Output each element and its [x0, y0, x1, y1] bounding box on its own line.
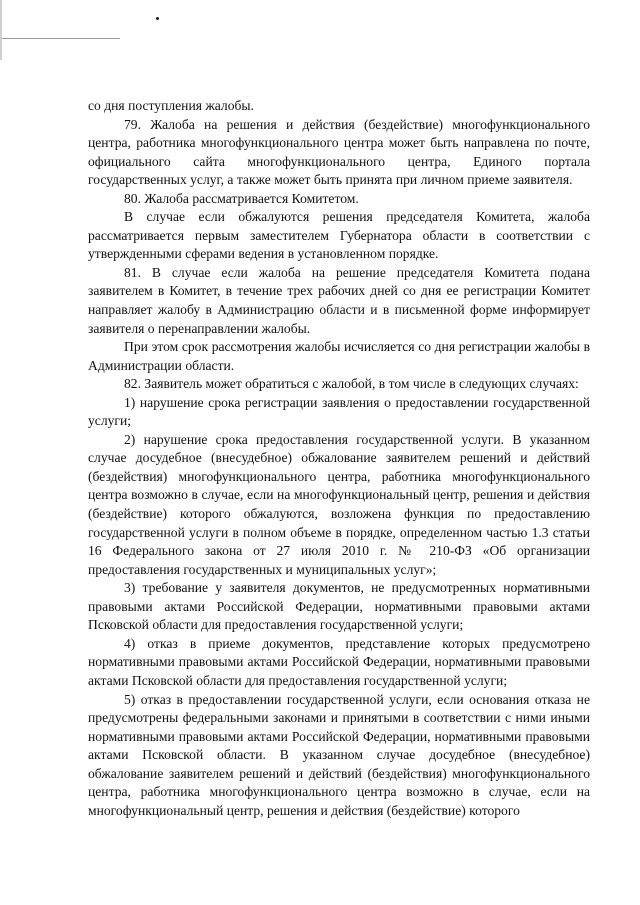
list-item-2: 2) нарушение срока предоставления государственной услуги. В указанном случае досудебное (внесудебное) обжалование заявителем решений и действий (бездействия) многофункционального центра, работника многофункционального центра возможно в случае, если на многофункциональный центр, решения и действия (бездействие) которого обжалуются, возложена функция по предоставлению государственной услуги в полном объеме в порядке, определенном частью 1.3 статьи 16 Федерального закона от 27 июля 2010 г. № 210-ФЗ «Об организации предоставления государственных и муниципальных услуг»; — [88, 431, 590, 577]
paragraph-79: 79. Жалоба на решения и действия (бездействие) многофункционального центра, работника многофункционального центра может быть направлена по почте, официального сайта многофункционального центра, Единого портала государственных услуг, а также может быть принята при личном приеме заявителя. — [88, 116, 590, 188]
paragraph-80-note: В случае если обжалуются решения председателя Комитета, жалоба рассматривается первым заместителем Губернатора области в соответствии с утвержденными сферами ведения в установленном порядке. — [88, 209, 590, 262]
list-item-3: 3) требование у заявителя документов, не предусмотренных нормативными правовыми актами Российской Федерации, нормативными правовыми актами Псковской области для предоставления государственной услуги; — [88, 580, 590, 633]
scan-edge-left — [0, 0, 2, 60]
paragraph-80: 80. Жалоба рассматривается Комитетом. — [124, 190, 359, 206]
paragraph-82: 82. Заявитель может обратиться с жалобой, в том числе в следующих случаях: — [124, 376, 579, 392]
list-item-1: 1) нарушение срока регистрации заявления о предоставлении государственной услуги; — [88, 394, 590, 429]
list-item-5: 5) отказ в предоставлении государственной услуги, если основания отказа не предусмотрены федеральными законами и принятыми в соответствии с ними иными нормативными правовыми актами Российской Федерации, нормативными правовыми актами Псковской области. В указанном случае досудебное (внесудебное) обжалование заявителем решений и действий (бездействия) многофункционального центра, работника многофункционального центра возможно в случае, если на многофункциональный центр, решения и действия (бездействие) которого — [88, 691, 590, 818]
list-item-4: 4) отказ в приеме документов, представление которых предусмотрено нормативными правовыми актами Российской Федерации, нормативными правовыми актами Псковской области для предоставления государственной услуги; — [88, 635, 590, 688]
paragraph-81-note: При этом срок рассмотрения жалобы исчисляется со дня регистрации жалобы в Администрации области. — [88, 339, 590, 373]
scan-edge-top — [0, 38, 120, 39]
scan-speck — [156, 17, 159, 20]
paragraph-continuation: со дня поступления жалобы. — [88, 98, 254, 113]
paragraph-81: 81. В случае если жалоба на решение председателя Комитета подана заявителем в Комитет, в течение трех рабочих дней со дня ее регистрации Комитет направляет жалобу в Администрацию области и в письменной форме информирует заявителя о перенаправлении жалобы. — [88, 264, 590, 336]
document-body — [88, 97, 590, 820]
